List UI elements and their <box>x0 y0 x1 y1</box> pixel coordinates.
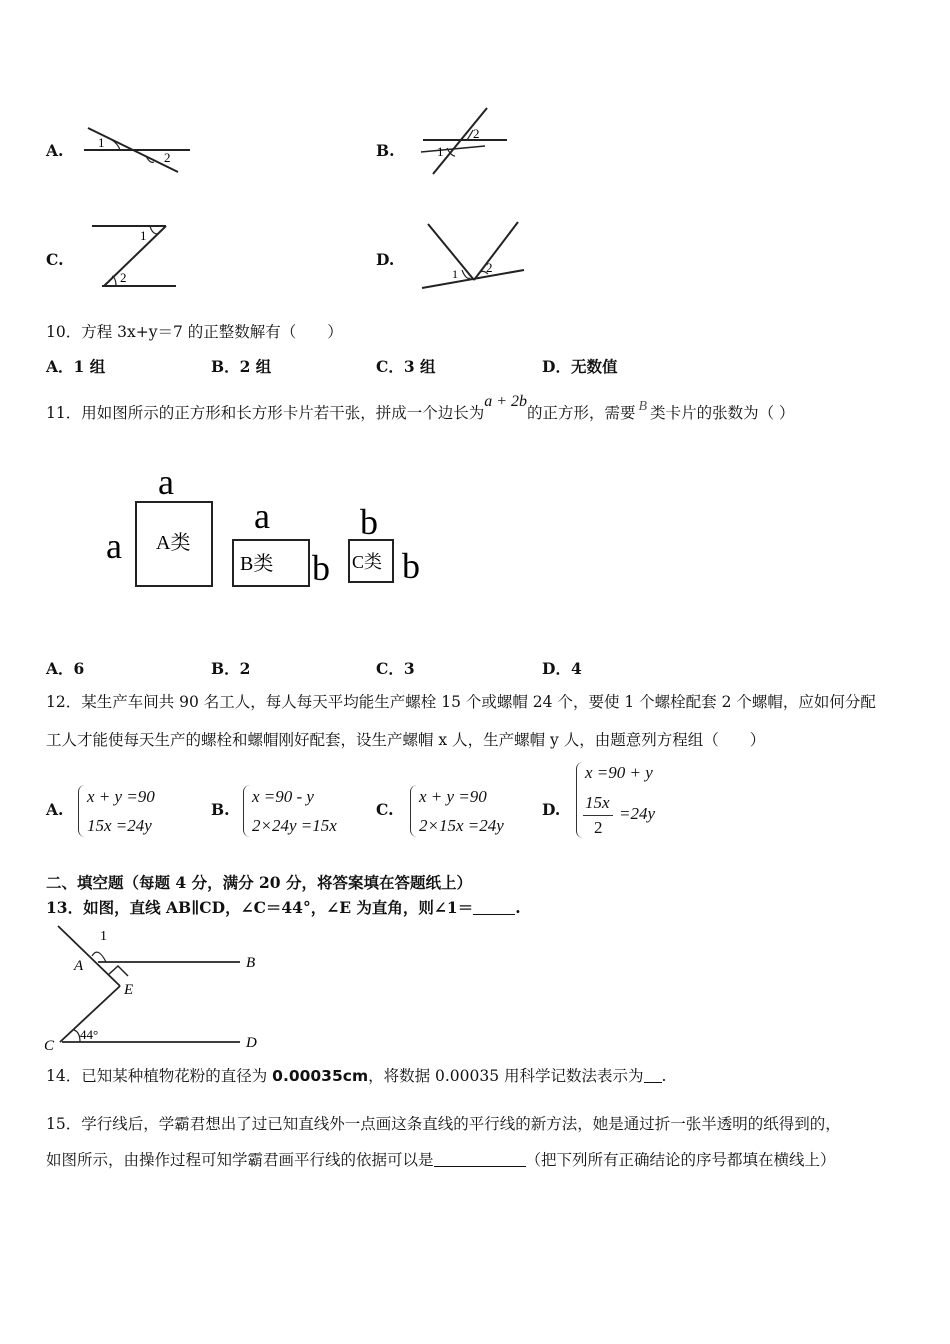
q13-right-angle-mark <box>108 966 128 976</box>
q11-card-b-top: a <box>254 496 270 536</box>
q11-stem-post: 类卡片的张数为（ ） <box>650 404 795 422</box>
q11-card-a-top: a <box>158 462 174 502</box>
q13-stem: 13．如图，直线 AB∥CD，∠C＝44°，∠E 为直角，则∠1＝ <box>46 898 474 917</box>
q11-card-c-label: C类 <box>352 552 383 572</box>
q13-label-a: A <box>74 958 84 974</box>
q14-post: ，将数据 0.00035 用科学记数法表示为 <box>368 1067 644 1085</box>
q9b-angle2: 2 <box>473 126 480 141</box>
q11-card-c-top: b <box>360 502 378 542</box>
q11-expr: a + 2b <box>484 393 528 410</box>
q14-answer-blank[interactable] <box>644 1068 662 1083</box>
q10-option-c: C．3 组 <box>376 357 436 376</box>
q11-option-d: D．4 <box>542 659 582 678</box>
q11-stem <box>46 393 795 423</box>
q11-option-c: C．3 <box>376 659 415 678</box>
q12-b-eq2: 2×24y =15x <box>252 816 337 835</box>
q11-option-b: B．2 <box>211 659 251 678</box>
q12-b-brace <box>243 785 250 837</box>
q14-pre: 14．已知某种植物花粉的直径为 <box>46 1067 273 1085</box>
section2-heading: 二、填空题（每题 4 分，满分 20 分，将答案填在答题纸上） <box>46 873 472 892</box>
q12-a-eq2: 15x =24y <box>87 816 152 835</box>
q13-answer-blank[interactable] <box>473 900 515 915</box>
q12-option-c-label: C. <box>376 800 394 819</box>
q13-figure <box>40 920 270 1055</box>
q12-c-eq1: x + y =90 <box>419 787 487 806</box>
q9c-angle1: 1 <box>140 228 147 243</box>
q12-d-rhs: =24y <box>619 804 656 823</box>
q12-option-d-label: D. <box>542 800 561 819</box>
q13-stem-line <box>46 896 521 918</box>
q9-figure-b <box>415 100 515 180</box>
q13-end: . <box>515 898 521 917</box>
q9c-angle2: 2 <box>120 270 127 285</box>
q13-label-d: D <box>246 1035 257 1051</box>
q9-figure-c <box>88 220 183 292</box>
q12-line1: 12．某生产车间共 90 名工人，每人每天平均能生产螺栓 15 个或螺帽 24 个，要使 1 个螺栓配套 2 个螺帽，应如何分配 <box>46 693 876 711</box>
q13-label-b: B <box>246 955 256 971</box>
q15-line1: 15．学行线后，学霸君想出了过已知直线外一点画这条直线的平行线的新方法，她是通过折一张半透明的纸得到的， <box>46 1115 841 1133</box>
q14-value: 0.00035cm <box>272 1067 369 1085</box>
q12-d-eq1: x =90 + y <box>585 763 653 782</box>
q11-card-a-label: A类 <box>156 532 191 554</box>
q10-option-b: B．2 组 <box>211 357 272 376</box>
q9-figure-d <box>418 218 528 293</box>
q9b-angle1: 1 <box>437 144 444 159</box>
q12-option-b-label: B. <box>211 800 230 819</box>
q9-figure-a <box>78 120 198 175</box>
q10-stem: 10．方程 3x+y＝7 的正整数解有（ ） <box>46 323 343 341</box>
q11-option-a: A．6 <box>46 659 85 678</box>
q13-label-c: C <box>44 1038 55 1054</box>
q12-b-eq1: x =90 - y <box>252 787 314 806</box>
q12-d-brace <box>576 762 583 838</box>
q11-stem-mid: 的正方形，需要 <box>527 404 636 422</box>
q12-option-a-label: A. <box>46 800 64 819</box>
q12-line2: 工人才能使每天生产的螺栓和螺帽刚好配套，设生产螺帽 x 人，生产螺帽 y 人，由题意列方程组（ ） <box>46 731 766 749</box>
q9-option-a-label: A. <box>46 141 64 160</box>
q12-a-brace <box>78 785 85 837</box>
q11-card-b-label: B类 <box>240 553 274 575</box>
q12-c-brace <box>410 785 417 837</box>
q9a-angle1: 1 <box>98 135 105 150</box>
q13-line-ae <box>58 926 120 986</box>
q9d-angle1: 1 <box>452 267 458 281</box>
q12-c-eq2: 2×15x =24y <box>419 816 504 835</box>
q12-d-den: 2 <box>594 818 603 837</box>
q11-cards-figure <box>100 462 440 592</box>
q15-line2-post: （把下列所有正确结论的序号都填在横线上） <box>525 1151 836 1169</box>
q9a-angle2: 2 <box>164 150 171 165</box>
q11-card-b-side: b <box>312 548 330 588</box>
q9-option-d-label: D. <box>376 250 395 269</box>
q13-label-e: E <box>124 982 134 998</box>
q9c-arc1 <box>150 226 158 234</box>
q9-option-c-label: C. <box>46 250 64 269</box>
q12-a-eq1: x + y =90 <box>87 787 155 806</box>
q13-label-44: 44° <box>80 1027 99 1042</box>
q12-d-num: 15x <box>585 793 610 812</box>
q15-line2-pre: 如图所示，由操作过程可知学霸君画平行线的依据可以是 <box>46 1151 434 1169</box>
q9d-angle2: 2 <box>486 260 493 275</box>
q9d-left-ray <box>428 224 474 280</box>
q9-option-b-label: B. <box>376 141 395 160</box>
q11-card-letter: B <box>638 399 648 414</box>
q11-card-c-side: b <box>402 546 420 586</box>
q12-d-fraction-bar <box>583 815 613 816</box>
q15-line2 <box>46 1148 836 1170</box>
q11-card-a-side: a <box>106 526 122 566</box>
q10-option-a: A．1 组 <box>46 357 106 376</box>
q13-label-1: 1 <box>100 929 107 944</box>
q14-line <box>46 1064 666 1086</box>
q14-end: . <box>661 1067 667 1085</box>
q10-option-d: D．无数值 <box>542 357 618 376</box>
q15-answer-blank[interactable] <box>434 1152 526 1167</box>
q11-stem-pre: 11．用如图所示的正方形和长方形卡片若干张，拼成一个边长为 <box>46 404 485 422</box>
